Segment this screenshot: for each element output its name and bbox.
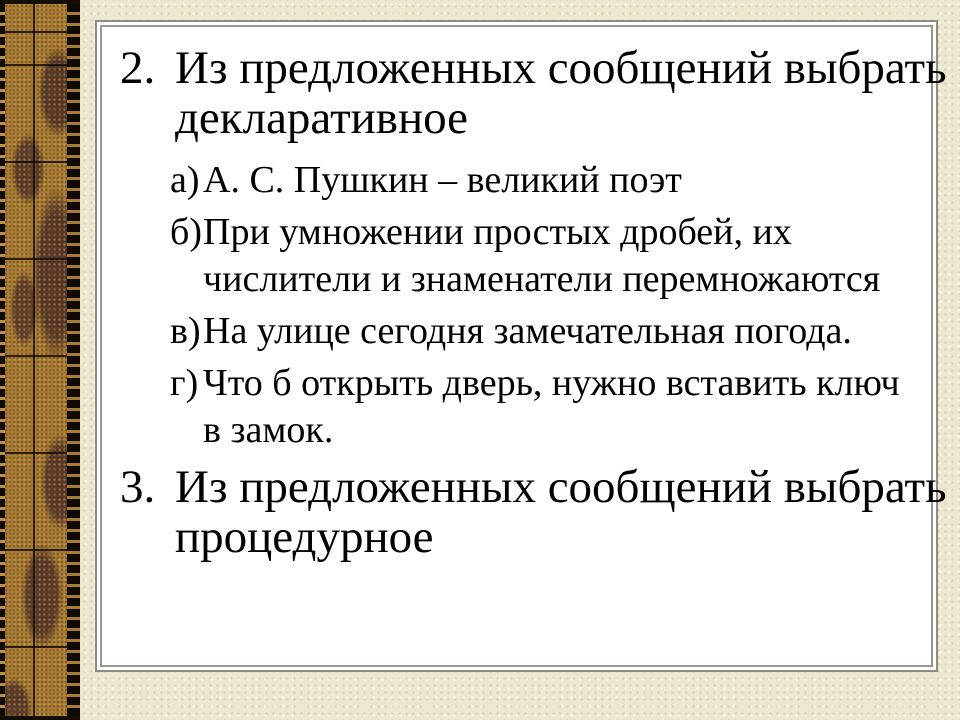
question-3-text [175,462,947,562]
heading-line: процедурное [175,511,434,563]
question-2-number: 2. [120,42,156,94]
question-2-heading [120,42,947,144]
option-text-line: При умножении простых дробей, их [203,211,792,253]
question-2-text [175,43,947,143]
option-text-line: в замок. [203,409,334,451]
decorative-map-strip [0,0,80,720]
option-v [170,308,921,355]
option-a-marker: а) [170,159,200,201]
slide-content [102,27,947,665]
option-b [170,209,921,303]
heading-line: Из предложенных сообщений выбрать [175,42,947,94]
option-b-text [203,209,880,303]
option-g-text [203,360,900,454]
option-text-line: На улице сегодня замечательная погода. [203,310,852,352]
content-panel [95,20,947,672]
option-text-line: числители и знаменатели перемножаются [203,258,881,300]
question-3-heading [120,461,947,563]
option-v-text [203,308,852,355]
question-3-number: 3. [120,461,156,513]
heading-line: Из предложенных сообщений выбрать [175,461,947,513]
option-a-text [203,157,682,204]
option-text-line: А. С. Пушкин – великий поэт [203,159,682,201]
option-g-marker: г) [170,362,199,404]
option-a [170,157,921,204]
content-panel-frame [100,25,947,667]
option-g [170,360,921,454]
option-text-line: Что б открыть дверь, нужно вставить ключ [203,362,900,404]
heading-line: декларативное [175,92,469,144]
option-b-marker: б) [170,211,202,253]
option-v-marker: в) [170,310,201,352]
